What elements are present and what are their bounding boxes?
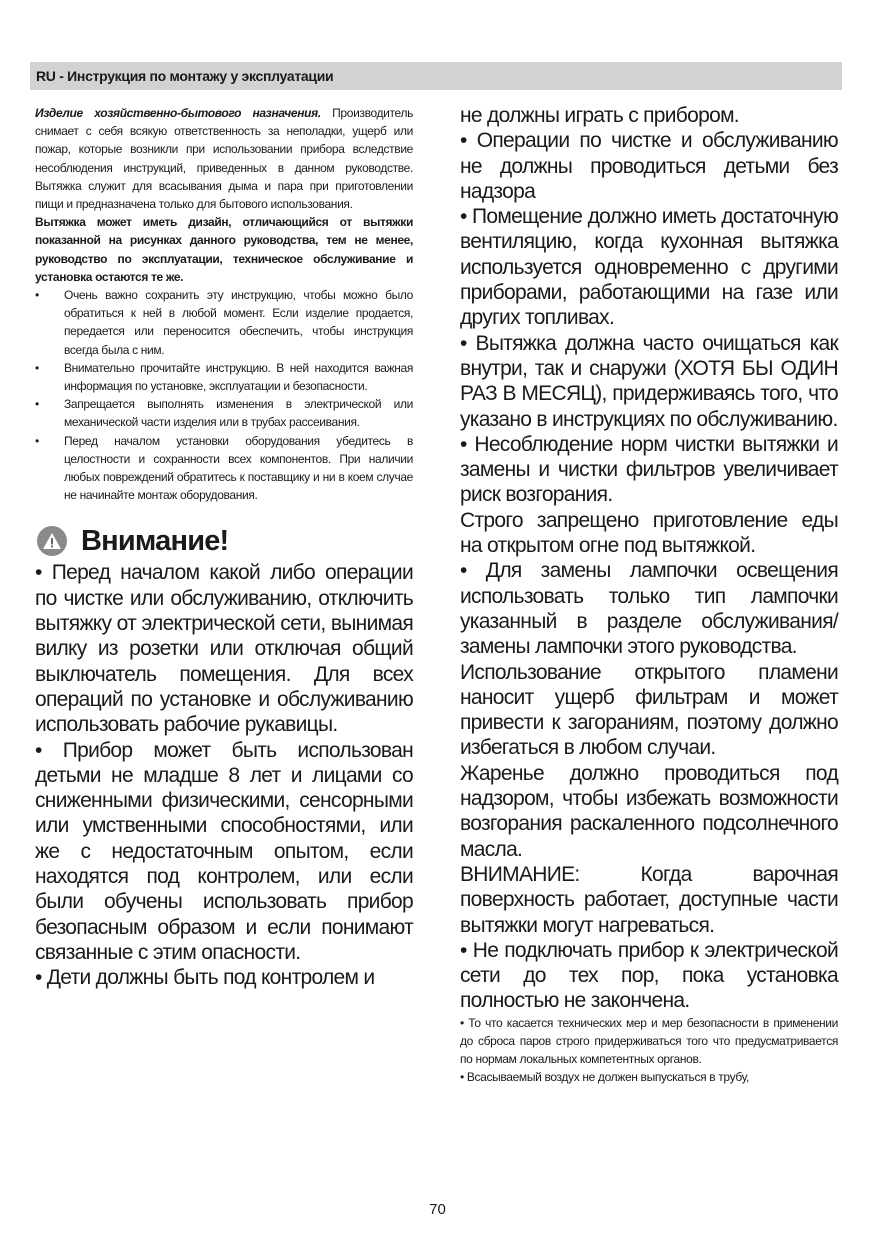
warning-paragraph: • Вытяжка должна часто очищаться как внутри, так и снаружи (ХОТЯ БЫ ОДИН РАЗ В МЕСЯЦ), придерживаясь того, что указано в инструкциях по обслуживанию. bbox=[460, 331, 838, 431]
bullet-item: • Внимательно прочитайте инструкцию. В ней находится важная информация по установке, эксплуатации и безопасности. bbox=[35, 359, 413, 395]
left-column bbox=[35, 104, 413, 991]
warning-paragraph: ВНИМАНИЕ: Когда варочная поверхность работает, доступные части вытяжки могут нагреваться. bbox=[460, 862, 838, 937]
design-note: Вытяжка может иметь дизайн, отличающийся от вытяжки показанной на рисунках данного руководства, тем не менее, руководство по эксплуатации, техническое обслуживание и установка остаются те же. bbox=[35, 215, 413, 284]
warning-paragraph: • Дети должны быть под контролем и bbox=[35, 966, 375, 990]
bullet-list bbox=[35, 286, 413, 504]
warning-small-right bbox=[460, 1014, 838, 1087]
warning-text-right bbox=[460, 103, 838, 1014]
intro-text: Производитель снимает с себя всякую ответственность за неполадки, ущерб или пожар, которые возникли при использовании прибора вследствие несоблюдения инструкций, приведенных в данном руководстве. Вытяжка служит для всасывания дыма и пара при приготовлении пищи и предназначена только для бытового использования. bbox=[35, 106, 414, 212]
warning-paragraph: • Операции по чистке и обслуживанию не должны проводиться детьми без надзора bbox=[460, 129, 838, 203]
intro-block bbox=[35, 104, 413, 504]
warning-triangle-icon bbox=[37, 526, 67, 556]
section-header bbox=[30, 62, 842, 90]
warning-paragraph: • Для замены лампочки освещения использовать только тип лампочки указанный в разделе обслуживания/замены лампочки этого руководства. bbox=[460, 559, 838, 659]
intro-paragraph bbox=[35, 104, 413, 213]
warning-paragraph: Жаренье должно проводиться под надзором, чтобы избежать возможности возгорания раскаленного подсолнечного масла. bbox=[460, 761, 838, 861]
section-title: RU - Инструкция по монтажу у эксплуатации bbox=[36, 68, 334, 84]
warning-paragraph: • Несоблюдение норм чистки вытяжки и замены и чистки фильтров увеличивает риск возгорания. bbox=[460, 432, 838, 507]
warning-paragraph: Использование открытого пламени наносит ущерб фильтрам и может привести к загораниям, поэтому должно избегаться в любом случаи. bbox=[460, 660, 838, 760]
warning-paragraph: • Не подключать прибор к электрической сети до тех пор, пока установка полностью не закончена. bbox=[460, 938, 838, 1013]
warning-title: Внимание! bbox=[81, 524, 229, 557]
intro-lead: Изделие хозяйственно-бытового назначения. bbox=[35, 106, 321, 120]
right-column bbox=[460, 103, 838, 1087]
warning-paragraph: • Помещение должно иметь достаточную вентиляцию, когда кухонная вытяжка используется одновременно с другими приборами, работающими на газе или других топливах. bbox=[460, 205, 838, 330]
warning-paragraph: • Прибор может быть использован детьми не младше 8 лет и лицами со сниженными физическими, сенсорными или умственными способностями, или же с недостаточным опытом, если находятся под контролем, или если были обучены использовать прибор безопасным образом и если понимают связанные с этим опасности. bbox=[35, 738, 413, 964]
bullet-item: • Перед началом установки оборудования убедитесь в целостности и сохранности всех компонентов. При наличии любых повреждений обратитесь к поставщику и ни в коем случае не начинайте монтаж оборудования. bbox=[35, 432, 413, 505]
warning-paragraph: Строго запрещено приготовление еды на открытом огне под вытяжкой. bbox=[460, 508, 838, 558]
warning-text-left bbox=[35, 560, 413, 990]
bullet-item: • Очень важно сохранить эту инструкцию, чтобы можно было обратиться к ней в любой момент. Если изделие продается, передается или переносится обеспечить, чтобы инструкция всегда была с ним. bbox=[35, 286, 413, 359]
small-paragraph: • Всасываемый воздух не должен выпускаться в трубу, bbox=[460, 1070, 750, 1085]
warning-paragraph: • Перед началом какой либо операции по чистке или обслуживанию, отключить вытяжку от электрической сети, вынимая вилку из розетки или отключая общий выключатель помещения. Для всех операций по установке и обслуживанию использовать рабочие рукавицы. bbox=[35, 561, 413, 737]
warning-heading bbox=[35, 522, 413, 560]
warning-paragraph: не должны играть с прибором. bbox=[460, 104, 739, 127]
bullet-item: • Запрещается выполнять изменения в электрической или механической части изделия или в трубах рассеивания. bbox=[35, 395, 413, 431]
small-paragraph: • То что касается технических мер и мер безопасности в применении до сброса паров строго придерживаться того что предусматривается по нормам локальных компетентных органов. bbox=[460, 1015, 838, 1067]
page-number: 70 bbox=[429, 1201, 446, 1218]
